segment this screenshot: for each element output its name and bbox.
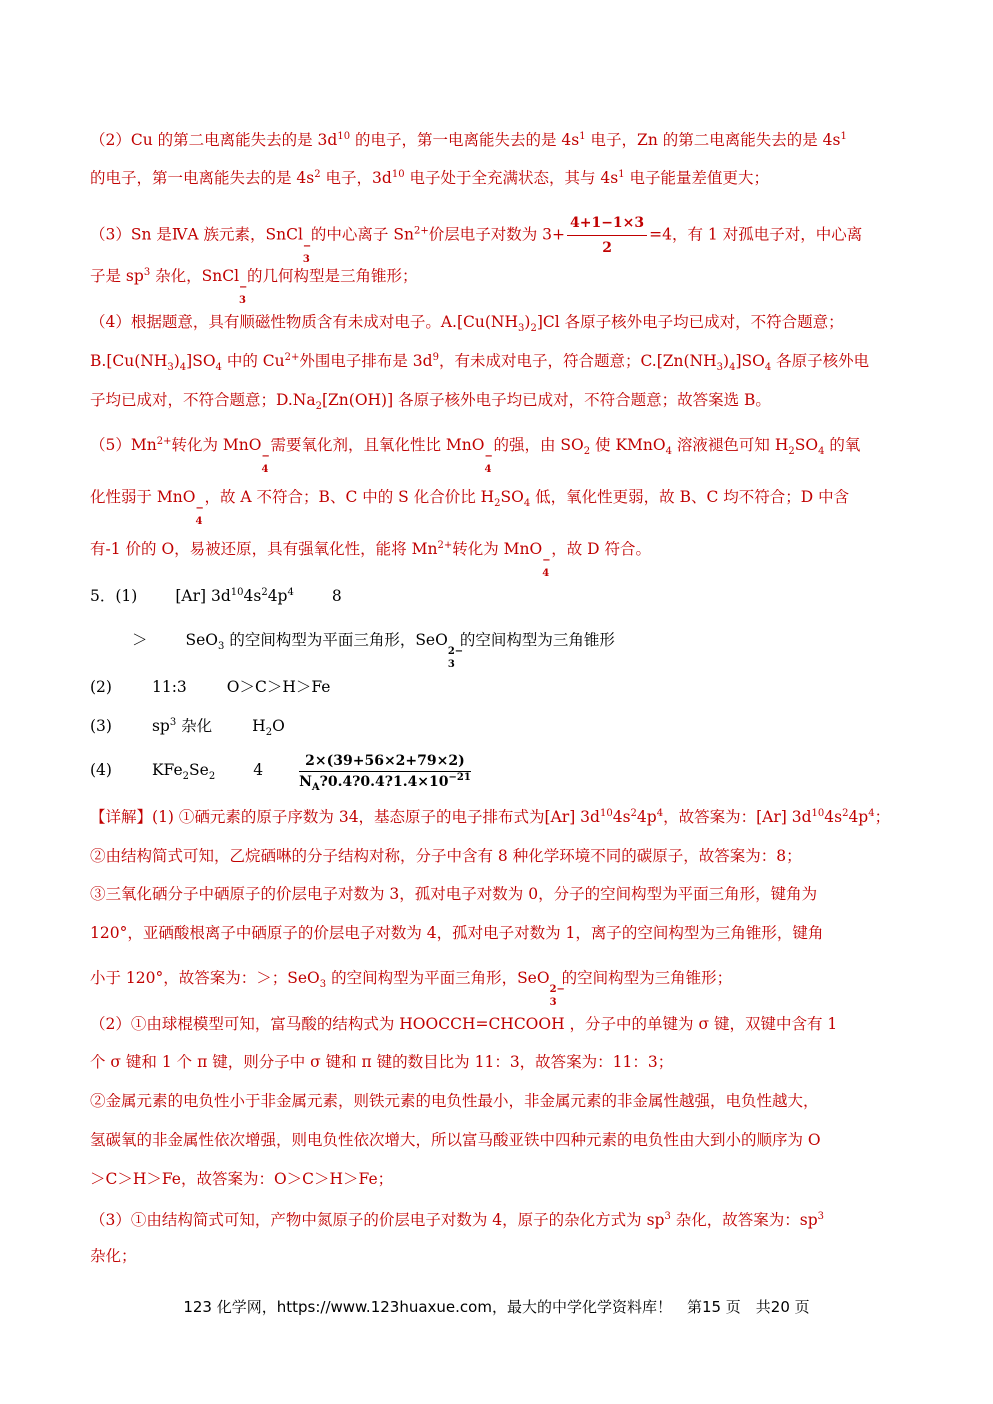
detail-line-3: ③三氧化硒分子中硒原子的价层电子对数为 3，孤对电子对数为 0，分子的空间构型为平面三角形，键角为 bbox=[90, 885, 818, 903]
explanation-4-line-1: （4）根据题意，具有顺磁性物质含有未成对电子。$A.[Cu(NH_3)_2]Cl$ 各原子核外电子均已成对，不符合题意； bbox=[90, 313, 844, 334]
answer-5-1: 5．(1) [Ar] $3d^{10}4s^24p^4$ 8 bbox=[90, 587, 342, 605]
detail-line-6: （2）①由球棍模型可知，富马酸的结构式为 HOOCCH=CHCOOH ，分子中的单键为 σ 键，双键中含有 1 bbox=[90, 1015, 838, 1033]
explanation-5-line-3: 有-1 价的 O，易被还原，具有强氧化性，能将 $Mn^{2+}$转化为 MnO − 4 ，故 D 符合。 bbox=[90, 540, 651, 579]
explanation-2-line-2: 的电子，第一电离能失去的是 $4s^2$ 电子，$3d^{10}$ 电子处于全充满状态，其与 $4s^1$ 电子能量差值更大； bbox=[90, 169, 770, 187]
detail-line-10: ＞C＞H＞Fe，故答案为：O＞C＞H＞Fe； bbox=[90, 1170, 394, 1188]
detail-line-4: 120°，亚硒酸根离子中硒原子的价层电子对数为 4，孤对电子对数为 1，离子的空间构型为三角锥形，键角 bbox=[90, 924, 824, 942]
detail-line-12: 杂化； bbox=[90, 1247, 137, 1265]
explanation-4-line-3: 子均已成对，不符合题意；$D.Na_2[Zn(OH)]$ 各原子核外电子均已成对，不符合题意；故答案选 B。 bbox=[90, 391, 771, 412]
explanation-2-line-1: （2）Cu 的第二电离能失去的是 $3d^{10}$ 的电子，第一电离能失去的是 $4s^1$ 电子，Zn 的第二电离能失去的是 $4s^1$ bbox=[90, 131, 847, 149]
explanation-5-line-1: $(5)Mn^{2+}$转化为 MnO − 4 需要氧化剂，且氧化性比 MnO − 4 的强，由 $SO_2$ 使 KMnO$_4$ 溶液褪色可知 $H_2SO_4$ 的氧 bbox=[90, 436, 861, 475]
detail-line-7: 个 σ 键和 1 个 π 键，则分子中 σ 键和 π 键的数目比为 11：3，故答案为：11：3； bbox=[90, 1053, 674, 1071]
answer-5-1-cont: ＞ SeO$_3$ 的空间构型为平面三角形，SeO 2− 3 的空间构型为三角锥形 bbox=[132, 631, 615, 670]
detail-line-9: 氢碳氧的非金属性依次增强，则电负性依次增大，所以富马酸亚铁中四种元素的电负性由大到小的顺序为 O bbox=[90, 1131, 821, 1149]
explanation-3-line-2: 子是 $sp^3$ 杂化，SnCl − 3 的几何构型是三角锥形； bbox=[90, 267, 418, 306]
explanation-4-line-2: $B.[Cu(NH_3)_4]SO_4$ 中的 $Cu^{2+}$外围电子排布是 $3d^9$，有未成对电子，符合题意；$C.[Zn(NH_3)_4]SO_4$ 各原子核外电 bbox=[90, 352, 870, 373]
detail-line-11: （3）①由结构简式可知，产物中氮原子的价层电子对数为 4，原子的杂化方式为 $sp^3$ 杂化，故答案为：$sp^3$ bbox=[90, 1211, 825, 1229]
explanation-5-line-2: 化性弱于 MnO − 4 ，故 A 不符合；B、C 中的 S 化合价比 $H_2SO_4$ 低，氧化性更弱，故 B、C 均不符合；D 中含 bbox=[90, 488, 850, 527]
page-footer: 123 化学网，https://www.123huaxue.com，最大的中学化学资料库！ 第15 页 共20 页 bbox=[183, 1298, 810, 1316]
detail-line-5: 小于 120°，故答案为：＞；SeO$_3$ 的空间构型为平面三角形，SeO 2− 3 的空间构型为三角锥形； bbox=[90, 969, 733, 1008]
explanation-3-line-1: （3）Sn 是ⅣA 族元素，SnCl − 3 的中心离子 $Sn^{2+}$价层电子对数为 3+ $\frac{4+1-1\times 3}{2}$ =4，有 1 对孤电子对，中心离 bbox=[90, 212, 862, 259]
answer-5-2: (2) 11:3 O＞C＞H＞Fe bbox=[90, 678, 331, 696]
detail-line-1: 【详解】(1) ①硒元素的原子序数为 34，基态原子的电子排布式为[Ar] $3d^{10}4s^24p^4$，故答案为：[Ar] $3d^{10}4s^24p^4$； bbox=[90, 808, 891, 826]
answer-5-3: (3) $sp^3$ 杂化 $H_2O$ bbox=[90, 717, 285, 738]
detail-line-2: ②由结构简式可知，乙烷硒啉的分子结构对称，分子中含有 8 种化学环境不同的碳原子，故答案为：8； bbox=[90, 847, 802, 865]
answer-5-4: (4) $KFe_2Se_2$ 4 $\frac{2\times(39+56\times 2+79\times 2)}{N_A?0.4?0.4?1.4\times 10^{-21}}$ bbox=[90, 752, 471, 793]
valence-pair-fraction: $\frac{4+1-1\times 3}{2}$ bbox=[567, 212, 647, 259]
detail-line-8: ②金属元素的电负性小于非金属元素，则铁元素的电负性最小，非金属元素的非金属性越强，电负性越大， bbox=[90, 1092, 819, 1110]
density-fraction: $\frac{2\times(39+56\times 2+79\times 2)}{N_A?0.4?0.4?1.4\times 10^{-21}}$ bbox=[299, 752, 471, 793]
